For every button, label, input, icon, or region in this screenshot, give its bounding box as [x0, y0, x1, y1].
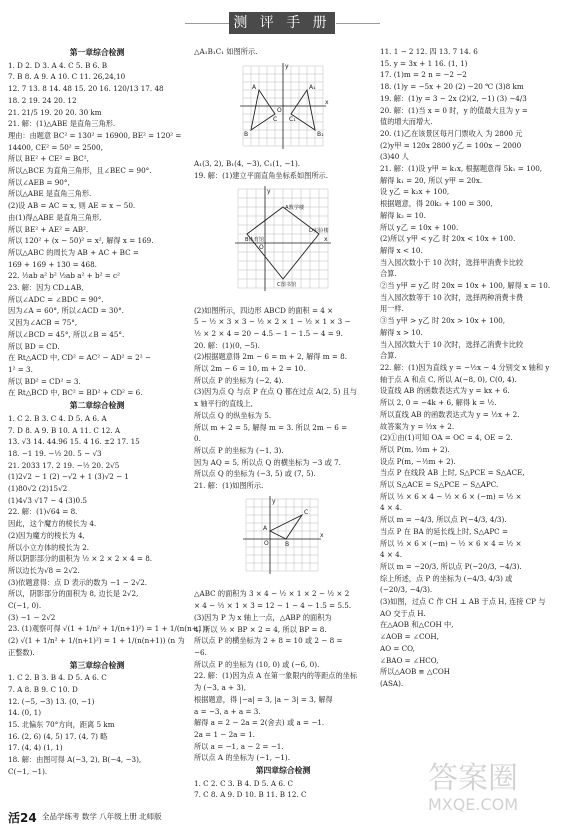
- column-2: [194, 46, 372, 806]
- answer-line: 14400, CE² = 50² = 2500,: [8, 142, 103, 152]
- answer-line: 所以直线 AB 的函数表达式为 y = ½x + 2.: [380, 409, 520, 419]
- answer-line: 1. C 2. B 3. B 4. D 5. A 6. C: [8, 673, 107, 683]
- label-x-axis: x: [320, 531, 324, 539]
- answer-line: (2)设 AB = AC = x, 则 AE = x − 50.: [8, 201, 136, 211]
- answer-line: (3)因为 P 为 x 轴上一点，△ABP 的面积为: [194, 612, 332, 622]
- footer-page-number: 活24: [8, 811, 37, 825]
- answer-line: 169 + 169 + 130 = 468.: [8, 259, 97, 269]
- answer-line: 5 − ½ × 3 × 3 − ½ × 2 × 1 − ½ × 1 × 3 −: [194, 317, 351, 327]
- answer-line: 因为∠A = 60°, 所以∠ACD = 30°.: [8, 306, 124, 316]
- answer-line: 所以 2, 0 = −4k + 6, 解得 k = ½.: [380, 398, 497, 408]
- answer-line: −6.: [194, 647, 207, 657]
- answer-line: AO = CO,: [380, 643, 415, 653]
- answer-line: 20. 解：(1)(0, −5).: [194, 340, 260, 350]
- footer-book-info: 全品学练考 数学 八年级上册 北师版: [42, 812, 162, 821]
- answer-line: 14. (0, 1): [8, 708, 42, 718]
- answer-line: ②当 y甲 = y乙 时 20x = 10x + 100, 解得 x = 10.: [380, 281, 551, 291]
- label-gym: B体育馆: [245, 236, 265, 243]
- answer-line: 在 Rt△ACD 中, CD² = AC² − AD² = 2² −: [8, 353, 151, 363]
- answer-line: 18. 解：由图可得 A(−3, 2), B(−4, −3),: [8, 755, 142, 765]
- banner-rule-right: [336, 23, 380, 24]
- answer-line: 值的增大而增大.: [380, 117, 433, 127]
- header-banner: [0, 8, 564, 38]
- label-a: A: [263, 524, 268, 532]
- answer-line: (1)2√2 − 1 (2) −√2 + 1 (3)√2 − 1: [8, 472, 129, 482]
- answer-line: 所以 a = −1, a − 2 = −1.: [194, 741, 284, 751]
- answer-line: 21. 21/5 19. 20 20. 30 km: [8, 107, 102, 117]
- answer-line: (−20/3, −4/3).: [380, 585, 433, 595]
- answer-line: (2)根据题意得 2m − 6 = m + 2, 解得 m = 8.: [194, 352, 348, 362]
- answer-line: 因为 AQ = 5, 所以点 Q 的横坐标为 −3 或 7.: [194, 457, 341, 467]
- answer-line: 解得 x < 10.: [380, 245, 423, 255]
- answer-line: 所以 BD = CD.: [8, 341, 60, 351]
- answer-line: 又因为∠ACB = 75°,: [8, 318, 78, 328]
- answer-line: 故答案为 y = ½x + 2.: [380, 421, 455, 431]
- answer-line: A₁(3, 2), B₁(4, −3), C₁(1, −1).: [194, 159, 301, 169]
- answer-line: 所以∠AEB = 90°,: [8, 177, 70, 187]
- answer-line: 理由：由题意 BC² = 130² = 16900, BE² = 120² =: [8, 130, 182, 140]
- answer-line: 7. A 8. B 9. C 10. D: [8, 684, 78, 694]
- answer-line: 1. D 2. D 3. A 4. C 5. B 6. B: [8, 60, 108, 70]
- answer-line: 合算.: [380, 351, 397, 361]
- answer-line: 7. D 8. A 9. B 10. A 11. C 12. A: [8, 425, 121, 435]
- label-teaching-building: A教学楼: [285, 204, 305, 211]
- answer-line: 21. 解：(1)如图所示.: [194, 481, 264, 491]
- answer-line: 21. 2033 17. 2 19. −½ 20. 2√5: [8, 460, 120, 470]
- answer-line: 所以 BE² + CE² = BC²,: [8, 154, 89, 164]
- answer-line: 1. C 2. C 3. B 4. D 5. A 6. C: [194, 778, 294, 788]
- answer-line: (3)因为点 Q 与点 P 在点 Q 都在过点 A(2, 5) 且与: [194, 387, 358, 397]
- section-title: 第一章综合检测: [69, 48, 125, 57]
- answer-line: (2)y甲 = 120x 2800 y乙 = 100x − 2000: [380, 140, 522, 150]
- answer-line: (3)依题意得：点 D 表示的数为 −1 − 2√2.: [8, 577, 148, 587]
- answer-line: 所以△ABE 是直角三角形.: [8, 189, 92, 199]
- answer-line: (2)所以 y甲 < y乙 时 20x < 10x + 100.: [380, 234, 516, 244]
- answer-line: 解得 k₂ = 10.: [380, 210, 426, 220]
- answer-line: 所以点 P 的坐标为 (10, 0) 或 (−6, 0).: [194, 659, 320, 669]
- answer-line: a = −3, a + a = 3.: [194, 706, 261, 716]
- answer-line: △ABC 的面积为 3 × 4 − ½ × 1 × 2 − ½ × 2: [194, 589, 350, 599]
- answer-line: 综上所述，点 P 的坐标为 (−4/3, 4/3) 或: [380, 573, 513, 583]
- answer-line: 解得 x > 10.: [380, 327, 423, 337]
- answer-line: (1)4√3 √17 − 4 (3)0.5: [8, 495, 87, 505]
- label-y-axis: y: [267, 187, 271, 195]
- answer-line: 轴于点 A 和点 C, 所以 A(−8, 0), C(0, 4).: [380, 374, 517, 384]
- answer-line: 所以，阴影部分的面积为 8, 边长是 2√2,: [8, 589, 139, 599]
- label-c: C: [304, 508, 309, 516]
- answer-line: 11. 1 − 2 12. 四 13. 7 14. 6: [380, 47, 478, 56]
- watermark-text: 答案圈: [428, 761, 518, 796]
- section-title: 第四章综合检测: [255, 766, 311, 776]
- answer-line: 所以 2m − 6 = 10, m + 2 = 10.: [194, 364, 306, 374]
- answer-line: ∠BAO = ∠HCO,: [380, 655, 439, 665]
- answer-line: 当入园次数小于 10 次时，选择甲消费卡比较: [380, 257, 524, 267]
- answer-line: x 轴平行的直线上,: [194, 399, 253, 409]
- answer-line: (ASA).: [380, 678, 404, 688]
- answer-line: 解得 k₁ = 20, 所以 y甲 = 20x.: [380, 175, 483, 185]
- answer-line: 21. 解：(1)△ABE 是直角三角形.: [8, 119, 116, 129]
- answer-line: 20. 解：(1)当 x = 0 时，y 的值最大且为 y =: [380, 105, 528, 115]
- answer-line: C(−1, 0).: [8, 601, 42, 611]
- figure-fig3: [194, 495, 372, 585]
- answer-line: 所以点 Q 的坐标为 (−3, 5) 或 (7, 5).: [194, 469, 316, 479]
- answer-line: × 4 − ½ × 1 × 3 = 12 − 1 − 4 − 1.5 = 5.5.: [194, 601, 352, 611]
- answer-line: 所以 y乙 = 10x + 100.: [380, 222, 459, 232]
- answer-line: 所以 S△ACE = S△PCE − S△APC.: [380, 480, 499, 490]
- answer-line: 23. (1)观察可得 √(1 + 1/n² + 1/(n+1)²) = 1 + 1/(n(n+1)): [8, 624, 208, 634]
- answer-line: 所以 120² + (x − 50)² = x², 解得 x = 169.: [8, 236, 154, 246]
- answer-line: 所以点 P 的坐标为 (−1, 3).: [194, 445, 284, 455]
- answer-line: 所以 m + 2 = 5, 解得 m = 3. 所以 2m − 6 =: [194, 422, 348, 432]
- answer-line: (1)80√2 (2)15√2: [8, 484, 68, 494]
- section-title: 第三章综合检测: [69, 660, 125, 670]
- answer-line: 19. 解：(1)y = 3 − 2x (2)(2, −1) (3) −4/3: [380, 93, 527, 103]
- answer-line: 22. ½ab a² b² ½ab a² + b² = c²: [8, 271, 120, 281]
- answer-line: (2) √(1 + 1/n² + 1/(n+1)²) = 1 + 1/(n(n+1)) (n 为: [8, 636, 185, 646]
- page-footer: [0, 808, 564, 826]
- section-title: 第二章综合检测: [69, 401, 125, 411]
- answer-line: 所以∠BCD = 45°, 所以∠B = 45°.: [8, 329, 125, 339]
- answer-line: 22. 解：(1)因为直线 y = −½x − 4 分别交 x 轴和 y: [380, 362, 550, 372]
- answer-line: 7. B 8. A 9. A 10. C 11. 26,24,10: [8, 72, 126, 82]
- answer-line: (3) −1 − 2√2: [8, 612, 56, 622]
- answer-line: 17. (1)m = 2 n = −2 −2: [380, 70, 467, 80]
- answer-line: 为 (−3, a + 3),: [194, 683, 246, 693]
- answer-line: 17. (4, 4) (1, 1): [8, 743, 63, 753]
- banner-rule-left: [185, 23, 229, 24]
- answer-line: (2)如图所示，四边形 ABCD 的面积 = 4 ×: [194, 305, 334, 315]
- label-origin: O: [264, 539, 269, 547]
- column-3: [380, 46, 558, 806]
- figure-fig1: [194, 61, 372, 155]
- label-b: B: [244, 130, 249, 138]
- column-1: [8, 46, 208, 806]
- answer-line: 设直线 AB 的函数表达式为 y = kx + 6.: [380, 386, 510, 396]
- answer-line: 所以 m = −4/3, 所以点 P(−4/3, 4/3).: [380, 515, 507, 525]
- answer-line: ∠AOB = ∠COH,: [380, 632, 439, 642]
- label-c1: C₁: [289, 115, 296, 123]
- answer-line: C(−1, −1).: [8, 766, 48, 776]
- answer-line: 23. 解：因为 CD⊥AB,: [8, 283, 84, 293]
- answer-line: 1. C 2. B 3. C 4. D 5. A 6. A: [8, 413, 107, 423]
- figure-campus-map: [194, 185, 372, 297]
- answer-line: 当入园次数等于 10 次时，选择两种消费卡费: [380, 292, 524, 302]
- label-a1: A₁: [309, 83, 316, 91]
- answer-line: 根据题意，得 |−a| = 3, |a − 3| = 3, 解得: [194, 694, 333, 704]
- label-c: C: [273, 115, 278, 123]
- answer-line: 21. 解：(1)设 y甲 = k₁x, 根据题意得 5k₁ = 100,: [380, 164, 543, 174]
- label-y-axis: y: [285, 62, 289, 70]
- answer-line: 当点 P 在 BA 的延长线上时, S△APC =: [380, 526, 508, 536]
- answer-line: 所以 ½ × 6 × 4 − ½ × 6 × (−m) = ½ ×: [380, 491, 522, 501]
- answer-line: 18. −1 19. −½ 20. 5 − √3: [8, 448, 102, 458]
- answer-line: 合算.: [380, 269, 397, 279]
- answer-line: 所以 BE² + AE² = AB².: [8, 224, 89, 234]
- answer-line: 22. 解：(1)因为点 A 在第一象限内的等距点的坐标: [194, 671, 358, 681]
- answer-line: ③当 y甲 > y乙 时 20x > 10x + 100,: [380, 316, 506, 326]
- answer-line: 4, 所以 ½ × BP × 2 = 4, 所以 BP = 8.: [194, 624, 327, 634]
- answer-line: (2)①由(1)可知 OA = OC = 4, OE = 2.: [380, 433, 513, 443]
- answer-line: 所以 BD² = CD² = 3.: [8, 376, 81, 386]
- answer-line: 所以 m = −20/3, 所以点 P(−20/3, −4/3).: [380, 561, 522, 571]
- answer-line: 所以点 P 的坐标为 (−2, 4).: [194, 375, 284, 385]
- answer-line: 1² = 3.: [8, 364, 33, 374]
- figure-triangle-grid: [194, 495, 372, 581]
- answer-line: 20. (1)乙在该景区每月门票收入 为 2800 元: [380, 128, 523, 138]
- answer-line: 15. 北偏东 70°方向，距离 5 km: [8, 720, 115, 730]
- label-a: A: [252, 83, 257, 91]
- answer-line: (2)因为魔方的棱长为 4,: [8, 530, 85, 540]
- answer-line: 22. 解：(1)√64 = 8.: [8, 507, 78, 517]
- answer-line: 正整数).: [8, 647, 35, 657]
- label-y-axis: y: [272, 497, 276, 505]
- answer-line: 所以边长为√8 = 2√2.: [8, 565, 80, 575]
- answer-line: 所以△BCE 为直角三角形，且∠BEC = 90°.: [8, 166, 152, 176]
- answer-line: 设点 P(m, −½m + 2).: [380, 456, 456, 466]
- triangle-a1b1c1: [291, 90, 315, 130]
- answer-line: 所以 P(m, ½m + 2).: [380, 444, 450, 454]
- answer-line: 7. C 8. A 9. D 10. B 11. B 12. C: [194, 790, 307, 800]
- answer-line: (3)40 人: [380, 152, 409, 162]
- watermark-subtext: MXQE.COM: [427, 795, 519, 814]
- answer-line: 所以∠ADC = ∠BDC = 90°.: [8, 294, 104, 304]
- answer-line: 当入园次数大于 10 次时，选择乙消费卡比较: [380, 339, 524, 349]
- answer-line: △A₁B₁C₁ 如图所示.: [194, 47, 258, 56]
- answer-line: 解得 a = 2 − 2a = 2(舍去) 或 a = −1.: [194, 718, 325, 728]
- answer-line: 当点 P 在线段 AB 上时, S△PCE = S△ACE,: [380, 468, 525, 478]
- answer-line: 所以 ½ × 6 × (−m) − ½ × 6 × 4 = ½ ×: [380, 538, 522, 548]
- page-title: 测 评 手 册: [229, 12, 335, 34]
- label-library: C图书馆: [277, 281, 297, 288]
- label-b1: B₁: [317, 130, 324, 138]
- answer-line: 13. √3 14. 44.96 15. 4 16. ±2 17. 15: [8, 437, 140, 447]
- answer-line: 19. 解：(1)建立平面直角坐标系如图所示.: [194, 171, 328, 181]
- triangle-abc: [251, 90, 278, 130]
- answer-line: 所以△AOB ≌ △COH: [380, 667, 451, 677]
- answer-line: 18. 2 19. 24 20. 12: [8, 95, 77, 105]
- answer-line: ½ × 2 × 4 = 20 − 4.5 − 1 − 1.5 − 4 = 9.: [194, 328, 343, 338]
- answer-line: 18. (1)y = −5x + 20 (2) −20 ℃ (3)8 km: [380, 82, 524, 92]
- answer-line: 2a = 1 − 2a = 1.: [194, 729, 255, 739]
- label-lab-building: D实验楼: [309, 227, 329, 234]
- answer-line: 所以点 Q 的纵坐标为 5.: [194, 410, 272, 420]
- answer-line: 所以小立方体的棱长为 2.: [8, 542, 90, 552]
- answer-line: 所以阴影部分的面积为 ½ × 2 × 2 × 4 = 8.: [8, 554, 153, 564]
- answer-line: 因此，这个魔方的棱长为 4.: [8, 519, 97, 529]
- answer-line: 所以点 P 的横坐标为 2 + 8 = 10 或 2 − 8 =: [194, 636, 343, 646]
- answer-line: 16. (2, 6) (4, 5) 17. (4, 7) 略: [8, 731, 108, 741]
- label-origin: O: [259, 243, 264, 251]
- answer-line: AO 交于点 H.: [380, 608, 426, 618]
- answer-line: 设 y乙 = k₂x + 100,: [380, 187, 450, 197]
- answer-line: 12. (−5, −3) 13. (0, −1): [8, 696, 95, 706]
- answer-line: (3)如图，过点 C 作 CH ⊥ AB 于点 H, 连接 CP 与: [380, 597, 546, 607]
- answer-line: 4 × 4.: [380, 503, 403, 513]
- answer-line: 15. y = 3x + 1 16. (1, 1): [380, 58, 468, 68]
- label-b: B: [285, 540, 290, 548]
- answer-line: 在 Rt△BCD 中, BC² = BD² + CD² = 6.: [8, 388, 143, 398]
- answer-line: 用一样.: [380, 304, 404, 314]
- answer-line: 12. 7 13. 8 14. 48 15. 20 16. 120/13 17. 48: [8, 84, 164, 94]
- label-x-axis: x: [325, 98, 329, 106]
- answer-line: 所以点 A 的坐标为 (−1, −1).: [194, 753, 291, 763]
- answer-line: 0.: [194, 434, 201, 444]
- answer-line: 所以△ABC 的周长为 AB + AC + BC =: [8, 247, 139, 257]
- answer-line: 在△AOB 和△COH 中,: [380, 620, 454, 630]
- figure-reflection-grid: [194, 61, 372, 151]
- label-origin: O: [277, 106, 282, 114]
- answer-line: 由(1)得△ABE 是直角三角形,: [8, 212, 102, 222]
- label-x-axis: x: [324, 235, 328, 243]
- figure-fig2: [194, 185, 372, 301]
- answer-line: 4 × 4.: [380, 550, 403, 560]
- answer-line: 根据题意，得 20k₂ + 100 = 300,: [380, 199, 493, 209]
